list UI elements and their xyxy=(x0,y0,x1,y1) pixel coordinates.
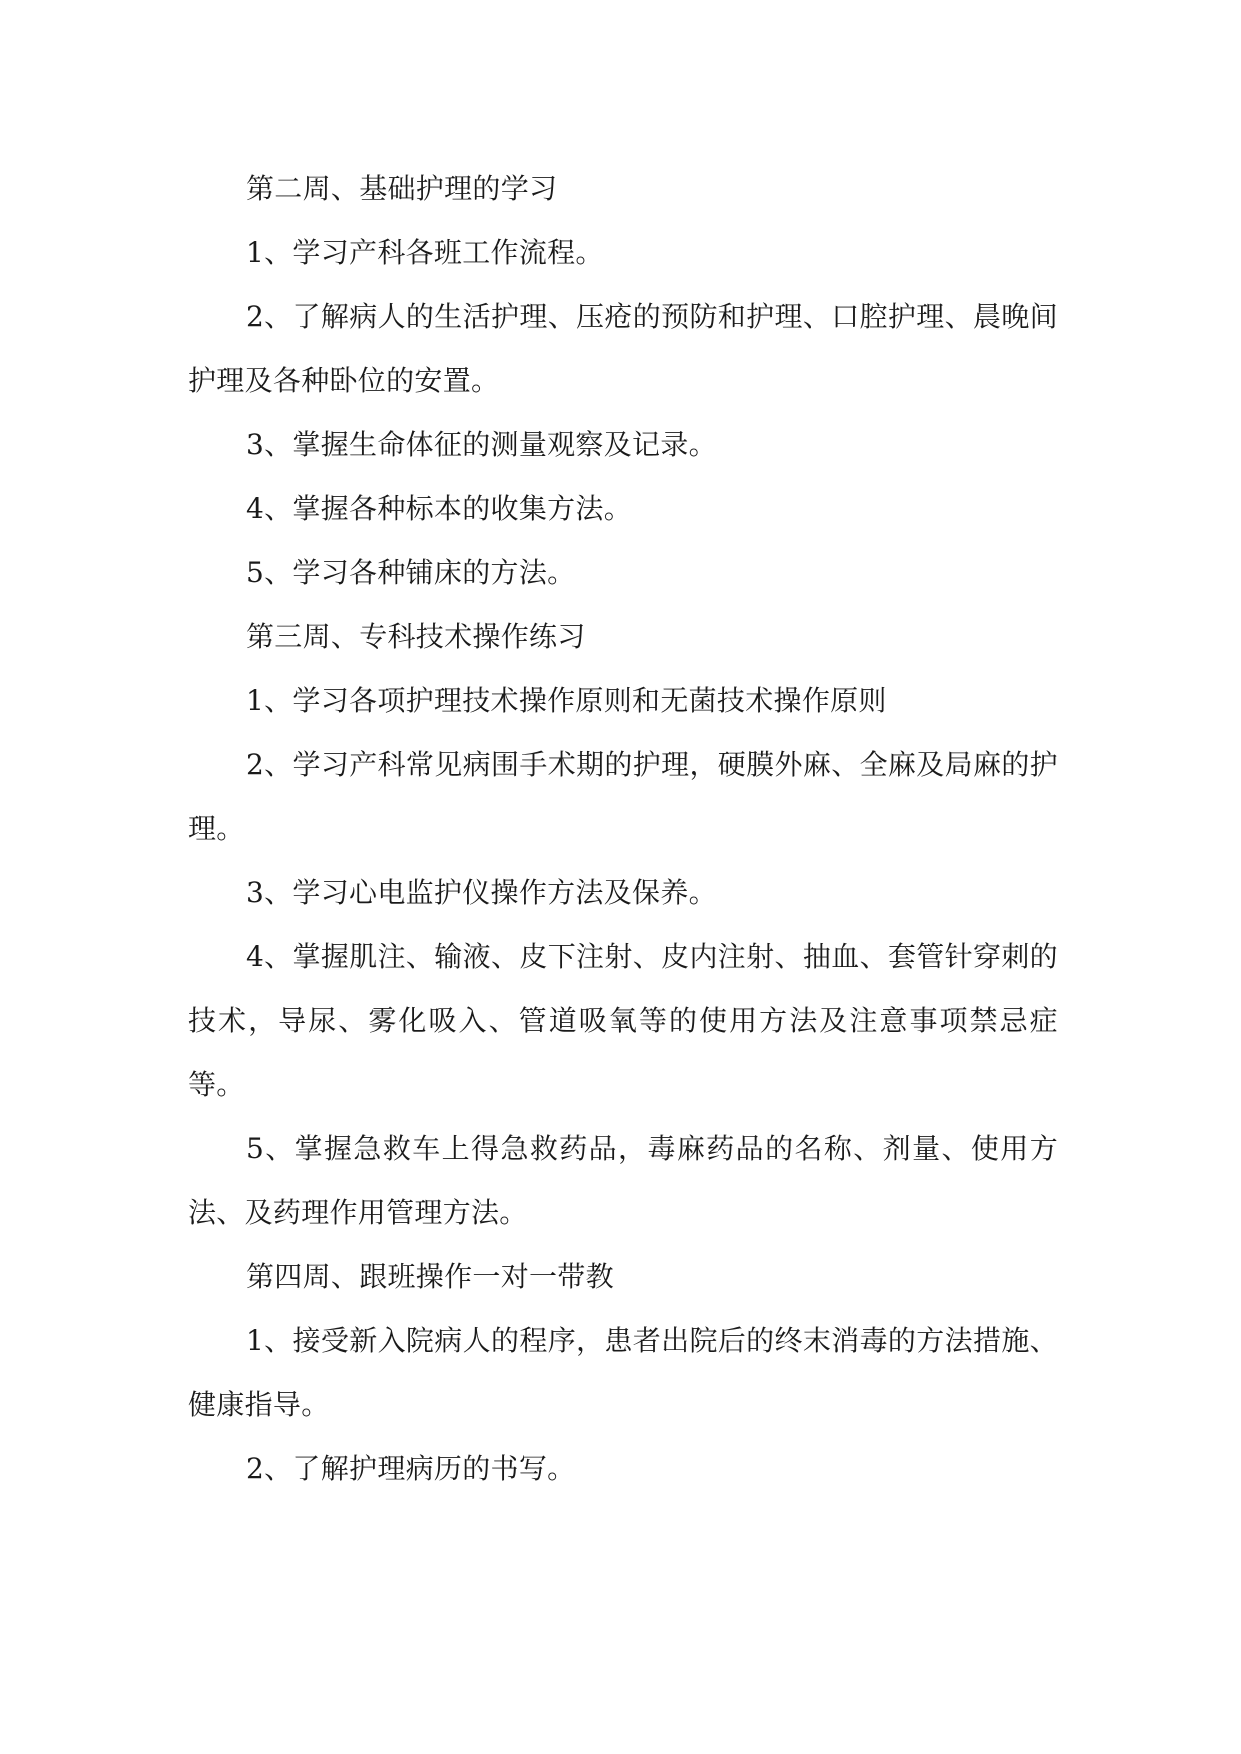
list-item: 4、掌握各种标本的收集方法。 xyxy=(246,492,633,525)
list-item: 2、了解病人的生活护理、压疮的预防和护理、口腔护理、晨晚间护理及各种卧位的安置。 xyxy=(188,300,1058,397)
list-item: 1、学习各项护理技术操作原则和无菌技术操作原则 xyxy=(246,684,887,717)
list-item: 2、学习产科常见病围手术期的护理，硬膜外麻、全麻及局麻的护理。 xyxy=(188,748,1058,845)
list-item: 3、掌握生命体征的测量观察及记录。 xyxy=(246,428,717,461)
list-item: 5、掌握急救车上得急救药品，毒麻药品的名称、剂量、使用方法、及药理作用管理方法。 xyxy=(188,1132,1058,1229)
list-item: 1、接受新入院病人的程序，患者出院后的终末消毒的方法措施、健康指导。 xyxy=(188,1324,1058,1421)
document-body xyxy=(188,157,1058,1501)
section-heading-week-4: 第四周、跟班操作一对一带教 xyxy=(246,1260,614,1293)
section-heading-week-3: 第三周、专科技术操作练习 xyxy=(246,620,586,653)
list-item: 1、学习产科各班工作流程。 xyxy=(246,236,604,269)
list-item: 5、学习各种铺床的方法。 xyxy=(246,556,576,589)
list-item: 3、学习心电监护仪操作方法及保养。 xyxy=(246,876,717,909)
list-item: 2、了解护理病历的书写。 xyxy=(246,1452,576,1485)
list-item: 4、掌握肌注、输液、皮下注射、皮内注射、抽血、套管针穿刺的技术，导尿、雾化吸入、管道吸氧等的使用方法及注意事项禁忌症等。 xyxy=(188,940,1058,1101)
section-heading-week-2: 第二周、基础护理的学习 xyxy=(246,172,558,205)
